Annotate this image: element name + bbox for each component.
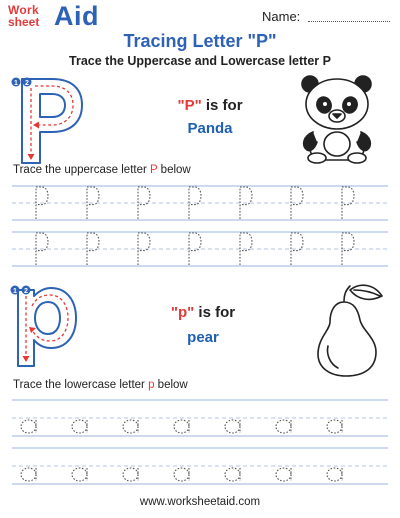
uppercase-is-for: is for (201, 97, 243, 114)
step-2-badge: 2 (25, 80, 29, 87)
trace-letter-lowercase-p[interactable] (174, 468, 189, 481)
trace-letter-lowercase-p[interactable] (21, 420, 36, 433)
uppercase-word: Panda (187, 120, 233, 137)
trace-letter-lowercase-p[interactable] (123, 420, 138, 433)
trace-letter-lowercase-p[interactable] (225, 468, 240, 481)
lowercase-instruction-letter: p (148, 379, 155, 391)
trace-letter-lowercase-p[interactable] (72, 468, 87, 481)
lowercase-step-1-badge: 1 (13, 288, 17, 295)
uppercase-guide-letter-icon (10, 74, 88, 168)
uppercase-quote: "P" (177, 97, 202, 114)
lowercase-step-2-badge: 2 (24, 288, 28, 295)
uppercase-trace-area[interactable] (0, 180, 400, 270)
uppercase-instruction-text: Trace the uppercase letter (13, 164, 151, 176)
uppercase-is-for-line (140, 97, 280, 114)
lowercase-guide-letter-icon (10, 282, 80, 368)
trace-letter-lowercase-p[interactable] (123, 468, 138, 481)
page-title: Tracing Letter "P" (123, 31, 277, 51)
uppercase-instruction-suffix: below (157, 164, 191, 176)
panda-illustration-icon (297, 72, 377, 164)
uppercase-instruction (13, 164, 191, 176)
uppercase-instruction-letter: P (150, 164, 158, 176)
logo-aid-text: Aid (54, 1, 99, 31)
lowercase-instruction (13, 379, 188, 391)
lowercase-quote: "p" (170, 304, 195, 321)
lowercase-is-for-line (128, 304, 278, 321)
trace-letter-lowercase-p[interactable] (276, 420, 291, 433)
lowercase-instruction-text: Trace the lowercase letter (13, 379, 149, 391)
trace-letter-lowercase-p[interactable] (225, 420, 240, 433)
lowercase-trace-area[interactable] (0, 394, 400, 488)
name-write-line (308, 21, 390, 22)
lowercase-is-for: is for (194, 304, 236, 321)
trace-letter-lowercase-p[interactable] (174, 420, 189, 433)
lowercase-instruction-suffix: below (154, 379, 188, 391)
name-label: Name: (262, 9, 301, 24)
trace-letter-lowercase-p[interactable] (276, 468, 291, 481)
trace-letter-lowercase-p[interactable] (327, 420, 342, 433)
trace-letter-lowercase-p[interactable] (21, 468, 36, 481)
footer-url: www.worksheetaid.com (139, 496, 261, 508)
trace-letter-lowercase-p[interactable] (327, 468, 342, 481)
step-1-badge: 1 (14, 80, 18, 87)
logo-sheet-text: sheet (8, 15, 40, 29)
pear-illustration-icon (308, 282, 390, 378)
logo-work-text: Work (8, 3, 39, 17)
page-subtitle: Trace the Uppercase and Lowercase letter P (69, 54, 331, 68)
lowercase-word: pear (187, 329, 219, 346)
trace-letter-lowercase-p[interactable] (72, 420, 87, 433)
